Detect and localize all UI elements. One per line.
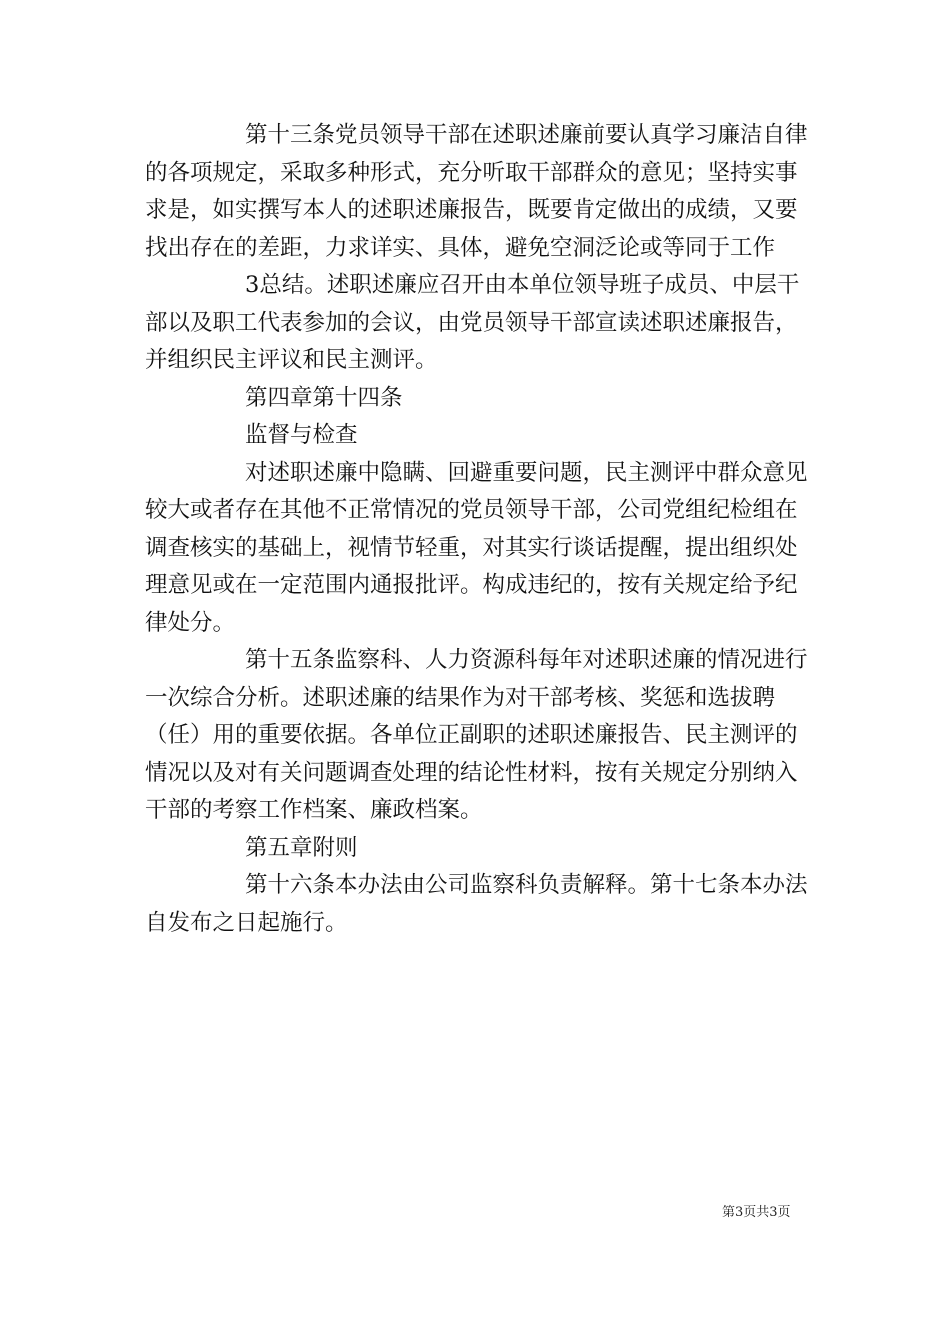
paragraph-line: 求是，如实撰写本人的述职述廉报告，既要肯定做出的成绩，又要 — [145, 197, 798, 223]
paragraph-line: 并组织民主评议和民主测评。 — [145, 347, 438, 373]
page-number: 第3页共3页 — [722, 1205, 791, 1220]
paragraph-line: 理意见或在一定范围内通报批评。构成违纪的，按有关规定给予纪 — [145, 572, 798, 598]
paragraph-line: 3总结。述职述廉应召开由本单位领导班子成员、中层干 — [245, 272, 800, 298]
section-heading: 监督与检查 — [245, 422, 358, 448]
paragraph-line: 一次综合分析。述职述廉的结果作为对干部考核、奖惩和选拔聘 — [145, 684, 776, 711]
paragraph-line: 第十五条监察科、人力资源科每年对述职述廉的情况进行 — [245, 647, 808, 673]
paragraph-line: 部以及职工代表参加的会议，由党员领导干部宣读述职述廉报告， — [145, 309, 798, 336]
document-body — [145, 117, 807, 942]
paragraph-line: 自发布之日起施行。 — [145, 909, 348, 936]
paragraph-line: 干部的考察工作档案、廉政档案。 — [145, 797, 483, 823]
paragraph-line: 第十三条党员领导干部在述职述廉前要认真学习廉洁自律 — [245, 122, 808, 148]
paragraph-line: 较大或者存在其他不正常情况的党员领导干部，公司党组纪检组在 — [145, 497, 798, 523]
paragraph-line: 律处分。 — [145, 609, 236, 636]
chapter-heading: 第四章第十四条 — [245, 384, 403, 411]
paragraph-line: （任）用的重要依据。各单位正副职的述职述廉报告、民主测评的 — [145, 722, 798, 748]
paragraph-line: 调查核实的基础上，视情节轻重，对其实行谈话提醒，提出组织处 — [145, 534, 798, 561]
paragraph-line: 第十六条本办法由公司监察科负责解释。第十七条本办法 — [245, 872, 808, 898]
paragraph-line: 找出存在的差距，力求详实、具体，避免空洞泛论或等同于工作 — [145, 234, 776, 261]
paragraph-line: 情况以及对有关问题调查处理的结论性材料，按有关规定分别纳入 — [145, 759, 798, 786]
paragraph-line: 对述职述廉中隐瞒、回避重要问题，民主测评中群众意见 — [245, 459, 808, 486]
chapter-heading: 第五章附则 — [245, 834, 358, 861]
paragraph-line: 的各项规定，采取多种形式，充分听取干部群众的意见；坚持实事 — [145, 159, 798, 186]
